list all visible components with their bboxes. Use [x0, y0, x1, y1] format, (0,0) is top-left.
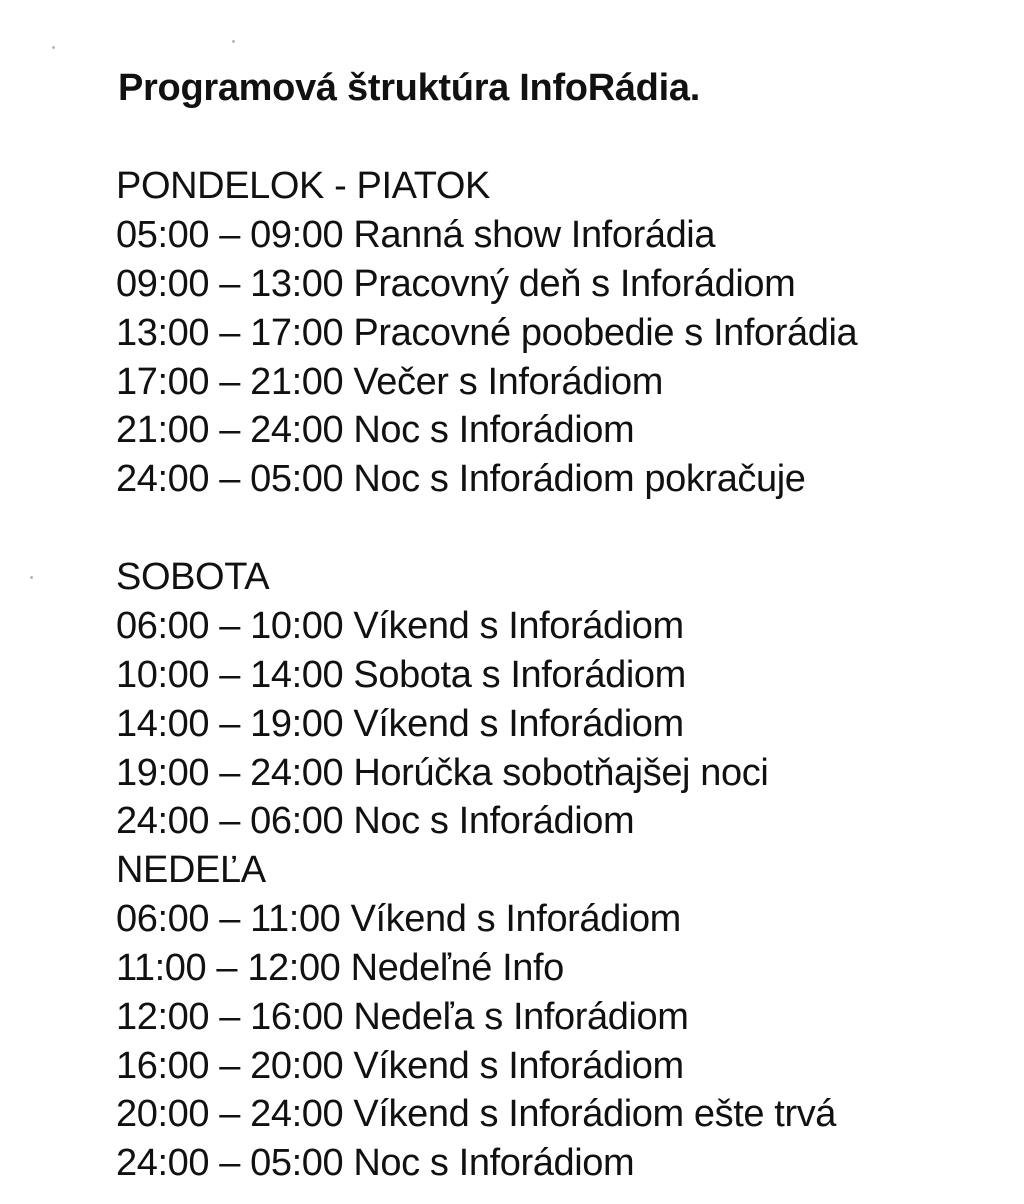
section-heading: PONDELOK - PIATOK: [116, 165, 490, 207]
schedule-row: 11:00 – 12:00 Nedeľné Info: [116, 946, 564, 989]
scan-speck: [30, 576, 33, 579]
schedule-row: 21:00 – 24:00 Noc s Inforádiom: [116, 409, 635, 452]
section-heading: NEDEĽA: [116, 849, 266, 891]
schedule-row: 24:00 – 05:00 Noc s Inforádiom pokračuje: [116, 458, 806, 501]
schedule-row: 24:00 – 05:00 Noc s Inforádiom: [116, 1142, 635, 1185]
section-heading: SOBOTA: [116, 556, 270, 598]
section-saturday: [116, 553, 768, 846]
schedule-row: 06:00 – 10:00 Víkend s Inforádiom: [116, 604, 684, 647]
schedule-row: 24:00 – 06:00 Noc s Inforádiom: [116, 800, 635, 843]
schedule-row: 20:00 – 24:00 Víkend s Inforádiom ešte trvá: [116, 1093, 837, 1136]
scan-speck: [52, 46, 55, 49]
document-title: Programová štruktúra InfoRádia.: [118, 67, 700, 109]
schedule-row: 19:00 – 24:00 Horúčka sobotňajšej noci: [116, 751, 769, 794]
scan-speck: [232, 40, 235, 43]
schedule-row: 09:00 – 13:00 Pracovný deň s Inforádiom: [116, 262, 796, 305]
schedule-row: 12:00 – 16:00 Nedeľa s Inforádiom: [116, 995, 689, 1038]
schedule-row: 05:00 – 09:00 Ranná show Inforádia: [116, 213, 716, 256]
schedule-row: 10:00 – 14:00 Sobota s Inforádiom: [116, 653, 686, 696]
schedule-row: 06:00 – 11:00 Víkend s Inforádiom: [116, 897, 681, 940]
schedule-row: 17:00 – 21:00 Večer s Inforádiom: [116, 360, 664, 403]
schedule-row: 16:00 – 20:00 Víkend s Inforádiom: [116, 1044, 684, 1087]
section-weekdays: [116, 162, 857, 504]
schedule-row: 13:00 – 17:00 Pracovné poobedie s Inforádia: [116, 311, 858, 354]
schedule-row: 14:00 – 19:00 Víkend s Inforádiom: [116, 702, 684, 745]
section-sunday: [116, 846, 836, 1188]
